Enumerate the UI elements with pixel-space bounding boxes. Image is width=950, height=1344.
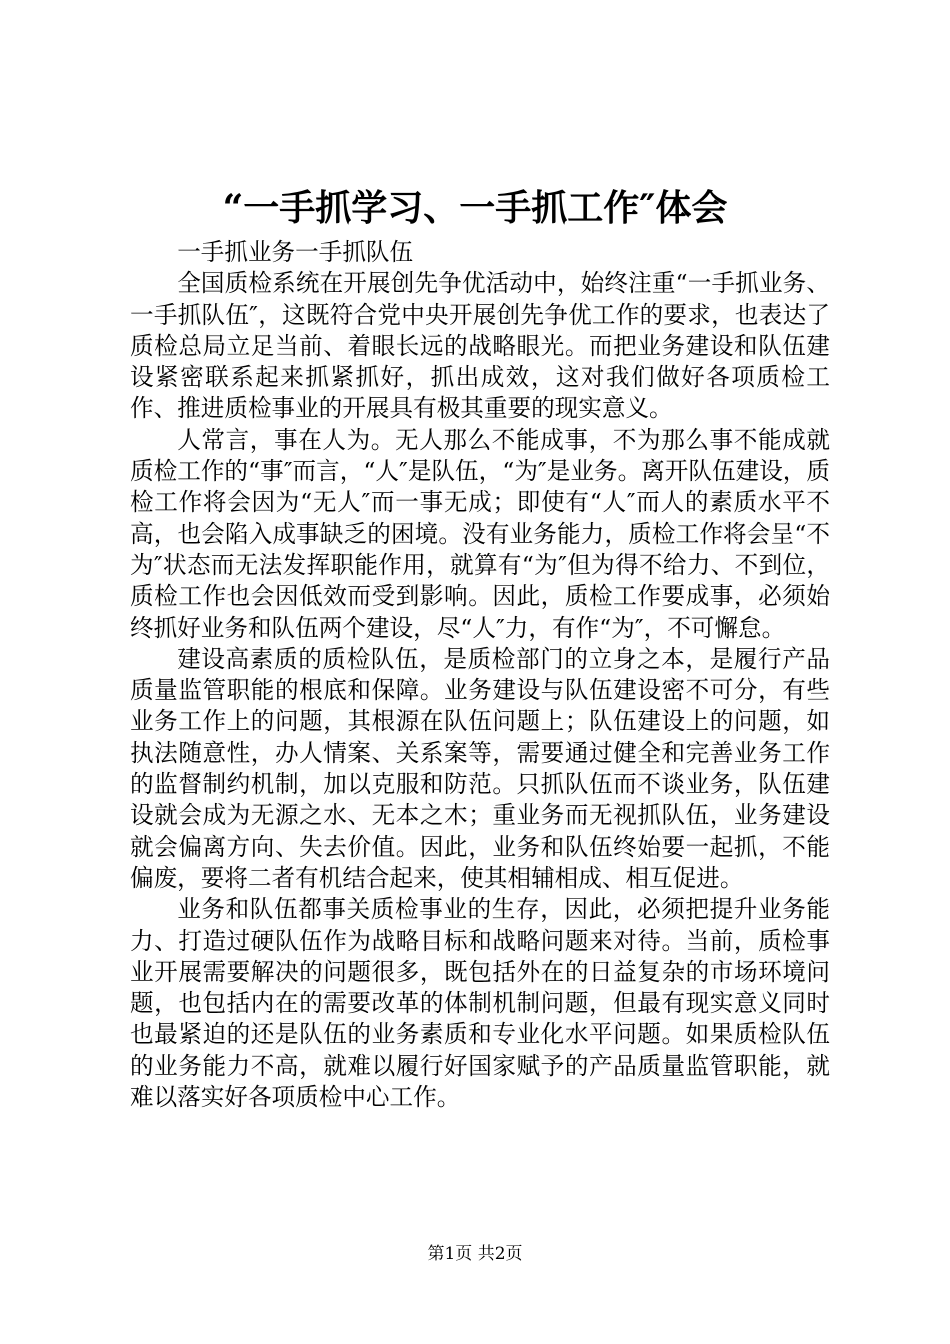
paragraph: 人常言，事在人为。无人那么不能成事，不为那么事不能成就质检工作的“事″而言，“人″是队伍，“为″是业务。离开队伍建设，质检工作将会因为“无人″而一事无成；即使有“人″而人的素质水平不高，也会陷入成事缺乏的困境。没有业务能力，质检工作将会呈“不为″状态而无法发挥职能作用，就算有“为″但为得不给力、不到位，质检工作也会因低效而受到影响。因此，质检工作要成事，必须始终抓好业务和队伍两个建设，尽“人″力，有作“为″，不可懈怠。 (130, 425, 830, 642)
paragraph: 建设高素质的质检队伍，是质检部门的立身之本，是履行产品质量监管职能的根底和保障。业务建设与队伍建设密不可分，有些业务工作上的问题，其根源在队伍问题上；队伍建设上的问题，如执法随意性，办人情案、关系案等，需要通过健全和完善业务工作的监督制约机制，加以克服和防范。只抓队伍而不谈业务，队伍建设就会成为无源之水、无本之木；重业务而无视抓队伍，业务建设就会偏离方向、失去价值。因此，业务和队伍终始要一起抓，不能偏废，要将二者有机结合起来，使其相辅相成、相互促进。 (130, 644, 830, 892)
paragraph: 业务和队伍都事关质检事业的生存，因此，必须把提升业务能力、打造过硬队伍作为战略目标和战略问题来对待。当前，质检事业开展需要解决的问题很多，既包括外在的日益复杂的市场环境问题，也包括内在的需要改革的体制机制问题，但最有现实意义同时也最紧迫的还是队伍的业务素质和专业化水平问题。如果质检队伍的业务能力不高，就难以履行好国家赋予的产品质量监管职能，就难以落实好各项质检中心工作。 (130, 895, 830, 1112)
paragraph: 全国质检系统在开展创先争优活动中，始终注重“一手抓业务、一手抓队伍″，这既符合党中央开展创先争优工作的要求，也表达了质检总局立足当前、着眼长远的战略眼光。而把业务建设和队伍建设紧密联系起来抓紧抓好，抓出成效，这对我们做好各项质检工作、推进质检事业的开展具有极其重要的现实意义。 (130, 269, 830, 423)
document-title: “一手抓学习、一手抓工作″体会 (222, 187, 728, 229)
document-subheading: 一手抓业务一手抓队伍 (177, 238, 414, 266)
page-footer: 第1页 共2页 (427, 1244, 523, 1264)
document-body (130, 237, 830, 1113)
